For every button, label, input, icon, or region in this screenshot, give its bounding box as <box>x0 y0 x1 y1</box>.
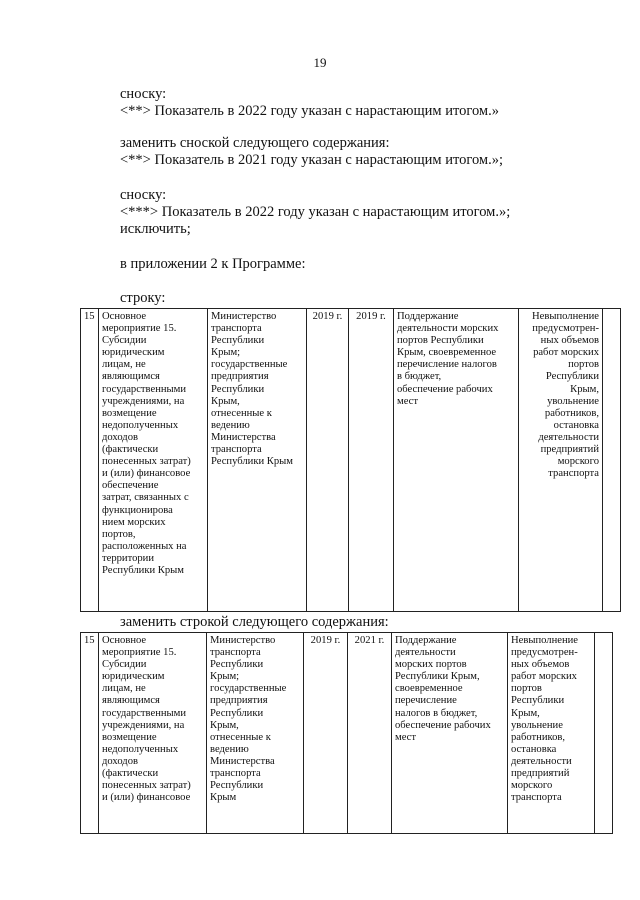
cell-line: ных объемов <box>540 335 599 347</box>
consequences-cell <box>508 633 595 834</box>
cell-line: работников, <box>511 731 566 743</box>
cell-line: Республики Крым <box>211 456 293 468</box>
result-cell <box>392 633 508 834</box>
cell-line: функционирова <box>102 504 173 516</box>
cell-line: своевременное <box>395 683 463 695</box>
cell-line: являющимся <box>102 695 160 707</box>
cell-line: портов <box>568 359 599 371</box>
cell-line: лицам, не <box>102 359 146 371</box>
cell-line: государственные <box>210 683 287 695</box>
cell-line: Республики Крым, <box>395 671 480 683</box>
cell-line: налогов в бюджет, <box>395 707 478 719</box>
empty-cell <box>595 633 613 834</box>
cell-line: транспорта <box>511 792 562 804</box>
cell-line: Республики <box>210 659 264 671</box>
cell-line: портов, <box>102 528 136 540</box>
start-year-cell: 2019 г. <box>307 309 349 612</box>
cell-line: работ морских <box>533 347 599 359</box>
cell-line: отнесенные к <box>210 731 271 743</box>
cell-line: предприятий <box>511 768 570 780</box>
cell-line: обеспечение рабочих <box>397 383 493 395</box>
cell-line: Поддержание <box>397 311 459 322</box>
cell-line: государственные <box>211 359 288 371</box>
start-year-cell: 2019 г. <box>304 633 348 834</box>
cell-line: Республики <box>511 695 565 707</box>
cell-line: Крым, <box>511 707 540 719</box>
footnote-label: сноску: <box>120 86 167 102</box>
cell-line: предусмотрен- <box>532 323 599 335</box>
replacement-block-1 <box>120 135 580 169</box>
cell-line: Крым, <box>211 395 240 407</box>
cell-line: затрат, связанных с <box>102 492 189 504</box>
cell-line: территории <box>102 552 155 564</box>
end-year-cell: 2019 г. <box>349 309 394 612</box>
cell-line: учреждениями, на <box>102 719 185 731</box>
cell-line: Невыполнение <box>532 311 599 322</box>
cell-line: Крым, своевременное <box>397 347 497 359</box>
cell-line: Республики <box>211 383 265 395</box>
cell-line: работников, <box>544 407 599 419</box>
cell-line: и (или) финансовое <box>102 468 191 480</box>
cell-line: деятельности <box>395 647 456 659</box>
cell-line: Республики <box>210 707 264 719</box>
cell-line: доходов <box>102 431 138 443</box>
program-table-old <box>80 308 621 612</box>
cell-line: ных объемов <box>511 659 570 671</box>
cell-line: ведению <box>210 743 249 755</box>
cell-line: транспорта <box>211 444 262 456</box>
cell-line: Крым <box>210 792 237 804</box>
cell-line: Поддержание <box>395 635 457 646</box>
footnote-text: <***> Показатель в 2022 году указан с нарастающим итогом.»; <box>120 204 511 220</box>
cell-line: понесенных затрат) <box>102 456 191 468</box>
cell-line: и (или) финансовое <box>102 792 191 804</box>
cell-line: Министерства <box>211 431 276 443</box>
cell-line: увольнение <box>511 719 563 731</box>
cell-line: юридическим <box>102 347 165 359</box>
cell-line: работ морских <box>511 671 577 683</box>
cell-line: Республики <box>210 780 264 792</box>
footnote-label: сноску: <box>120 187 167 203</box>
cell-line: Крым; <box>210 671 240 683</box>
executor-cell <box>207 633 304 834</box>
cell-line: обеспечение рабочих <box>395 719 491 731</box>
cell-line: нием морских <box>102 516 166 528</box>
replace-row-label: заменить строкой следующего содержания: <box>120 614 389 630</box>
cell-line: Республики Крым <box>102 564 184 576</box>
consequences-cell <box>519 309 603 612</box>
cell-line: (фактически <box>102 768 159 780</box>
cell-line: (фактически <box>102 444 159 456</box>
cell-line: Субсидии <box>102 659 147 671</box>
event-cell <box>99 309 208 612</box>
footnote-block-2 <box>120 187 580 238</box>
cell-line: перечисление налогов <box>397 359 497 371</box>
cell-line: Республики <box>545 371 599 383</box>
cell-line: транспорта <box>548 468 599 480</box>
replacement-text: <**> Показатель в 2021 году указан с нарастающим итогом.»; <box>120 152 504 168</box>
cell-line: мест <box>397 395 419 407</box>
appendix-note: в приложении 2 к Программе: <box>120 256 306 272</box>
cell-line: транспорта <box>210 647 261 659</box>
cell-line: Невыполнение <box>511 635 578 646</box>
cell-line: морского <box>511 780 553 792</box>
cell-line: Основное <box>102 635 147 646</box>
cell-line: мероприятие 15. <box>102 323 177 335</box>
cell-line: предприятия <box>210 695 268 707</box>
cell-line: перечисление <box>395 695 457 707</box>
cell-line: мест <box>395 731 417 743</box>
cell-line: портов <box>511 683 542 695</box>
cell-line: ведению <box>211 419 250 431</box>
page-number: 19 <box>313 55 327 70</box>
cell-line: Субсидии <box>102 335 147 347</box>
cell-line: предусмотрен- <box>511 647 578 659</box>
cell-line: транспорта <box>211 323 262 335</box>
event-cell <box>99 633 207 834</box>
cell-line: государственными <box>102 707 187 719</box>
cell-line: недополученных <box>102 419 179 431</box>
cell-line: транспорта <box>210 768 261 780</box>
row-number-cell: 15 <box>81 633 99 834</box>
result-cell <box>394 309 519 612</box>
row-label: строку: <box>120 290 166 306</box>
cell-line: отнесенные к <box>211 407 272 419</box>
cell-line: юридическим <box>102 671 165 683</box>
cell-line: портов Республики <box>397 335 484 347</box>
cell-line: возмещение <box>102 407 157 419</box>
cell-line: Крым; <box>211 347 241 359</box>
cell-line: предприятий <box>540 444 599 456</box>
cell-line: морских портов <box>395 659 467 671</box>
cell-line: лицам, не <box>102 683 146 695</box>
footnote-block-1 <box>120 86 580 120</box>
cell-line: в бюджет, <box>397 371 442 383</box>
cell-line: Министерства <box>210 755 275 767</box>
table-row <box>81 633 613 834</box>
row-number-cell: 15 <box>81 309 99 612</box>
cell-line: являющимся <box>102 371 160 383</box>
cell-line: деятельности <box>511 755 572 767</box>
end-year-cell: 2021 г. <box>348 633 392 834</box>
cell-line: увольнение <box>547 395 599 407</box>
table-row <box>81 309 621 612</box>
footnote-action: исключить; <box>120 221 191 237</box>
cell-line: учреждениями, на <box>102 395 185 407</box>
program-table-new <box>80 632 613 834</box>
cell-line: Министерство <box>211 311 277 322</box>
cell-line: государственными <box>102 383 187 395</box>
cell-line: Министерство <box>210 635 276 646</box>
cell-line: деятельности <box>538 431 599 443</box>
cell-line: обеспечение <box>102 480 159 492</box>
cell-line: Крым, <box>570 383 599 395</box>
cell-line: морского <box>557 456 599 468</box>
empty-cell <box>603 309 621 612</box>
cell-line: деятельности морских <box>397 323 499 335</box>
cell-line: расположенных на <box>102 540 187 552</box>
cell-line: остановка <box>511 743 557 755</box>
cell-line: остановка <box>553 419 599 431</box>
cell-line: Основное <box>102 311 147 322</box>
executor-cell <box>208 309 307 612</box>
footnote-text: <**> Показатель в 2022 году указан с нарастающим итогом.» <box>120 103 499 119</box>
cell-line: предприятия <box>211 371 269 383</box>
cell-line: понесенных затрат) <box>102 780 191 792</box>
replacement-label: заменить сноской следующего содержания: <box>120 135 390 151</box>
cell-line: доходов <box>102 755 138 767</box>
cell-line: мероприятие 15. <box>102 647 177 659</box>
cell-line: Республики <box>211 335 265 347</box>
cell-line: возмещение <box>102 731 157 743</box>
cell-line: Крым, <box>210 719 239 731</box>
cell-line: недополученных <box>102 743 179 755</box>
